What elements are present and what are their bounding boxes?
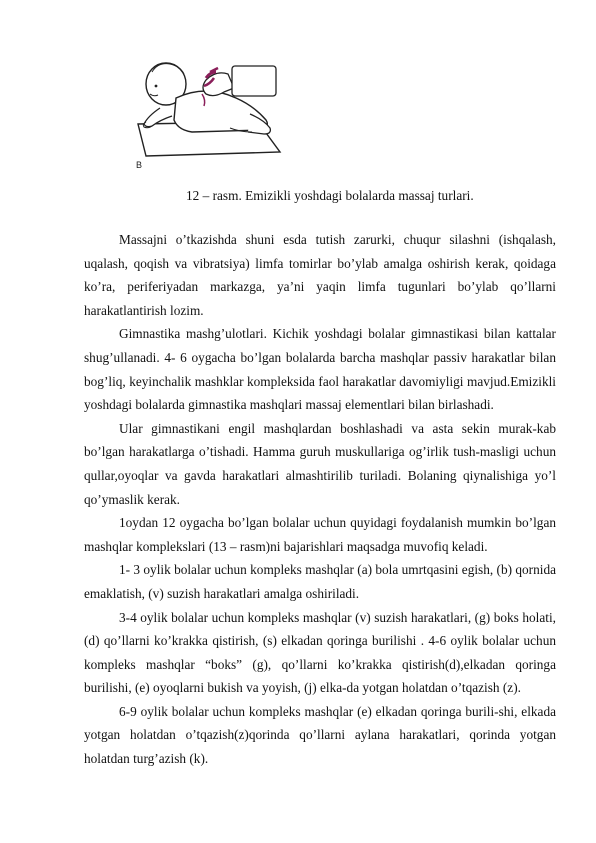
paragraph: 3-4 oylik bolalar uchun kompleks mashqlar (v) suzish harakatlari, (g) boks holati, (d) qo’llarni ko’krakka qistirish, (s) elkadan qoringa burilishi . 4-6 oylik bolalar uchun kompleks mashqlar “boks” (g), qo’llarni ko’krakka qistirish(d),elkadan qoringa burilishi, (e) oyoqlarni bukish va yoyish, (j) elka-da yotgan holatdan o’tqazish (z).: [84, 609, 556, 696]
paragraph: 1oydan 12 oygacha bo’lgan bolalar uchun quyidagi foydalanish mumkin bo’lgan mashqlar komplekslari (13 – rasm)ni bajarishlari maqsadga muvofiq keladi.: [84, 515, 556, 554]
figure-letter: B: [136, 160, 143, 170]
paragraph: 6-9 oylik bolalar uchun kompleks mashqlar (e) elkadan qoringa burili-shi, elkada yotgan holatdan o’tqazish(z)qorinda qo’llarni aylana harakatlari, qorinda yotgan holatdan turg’azish (k).: [84, 703, 556, 767]
paragraph: Gimnastika mashg’ulotlari. Kichik yoshdagi bolalar gimnastikasi bilan kattalar shug’ullanadi. 4- 6 oygacha bo’lgan bolalarda barcha mashqlar passiv harakatlar bilan bog’liq, keyinchalik mashklar kompleksida faol harakatlar davomiyligi mavjud.Emizikli yoshdagi bolalarda gimnastika mashqlari massaj elementlari bilan birlashadi.: [84, 326, 556, 413]
document-body: [84, 228, 556, 771]
paragraph: Ular gimnastikani engil mashqlardan boshlashadi va asta sekin murak-kab bo’lgan harakatlarga o’tishadi. Hamma guruh muskullariga og’irlik tush-masligi uchun qullar,oyoqlar va gavda harakatlari almashtirilib turiladi. Bolaning qiynalishiga yo’l qo’ymaslik kerak.: [84, 420, 556, 507]
paragraph: 1- 3 oylik bolalar uchun kompleks mashqlar (a) bola umrtqasini egish, (b) qornida emaklatish, (v) suzish harakatlari amalga oshiriladi.: [84, 562, 556, 601]
baby-massage-drawing: [130, 52, 300, 172]
paragraph: Massajni o’tkazishda shuni esda tutish zarurki, chuqur silashni (ishqalash, uqalash, qoqish va vibratsiya) limfa tomirlar bo’ylab amalga oshirish kerak, qoidaga ko’ra, periferiyadan markazga, ya’ni yaqin limfa tugunlari bo’ylab qo’llarni harakatlantirish lozim.: [84, 232, 556, 318]
figure-caption: 12 – rasm. Emizikli yoshdagi bolalarda massaj turlari.: [186, 188, 474, 203]
massage-illustration: [130, 52, 300, 172]
adult-sleeve: [232, 66, 276, 96]
